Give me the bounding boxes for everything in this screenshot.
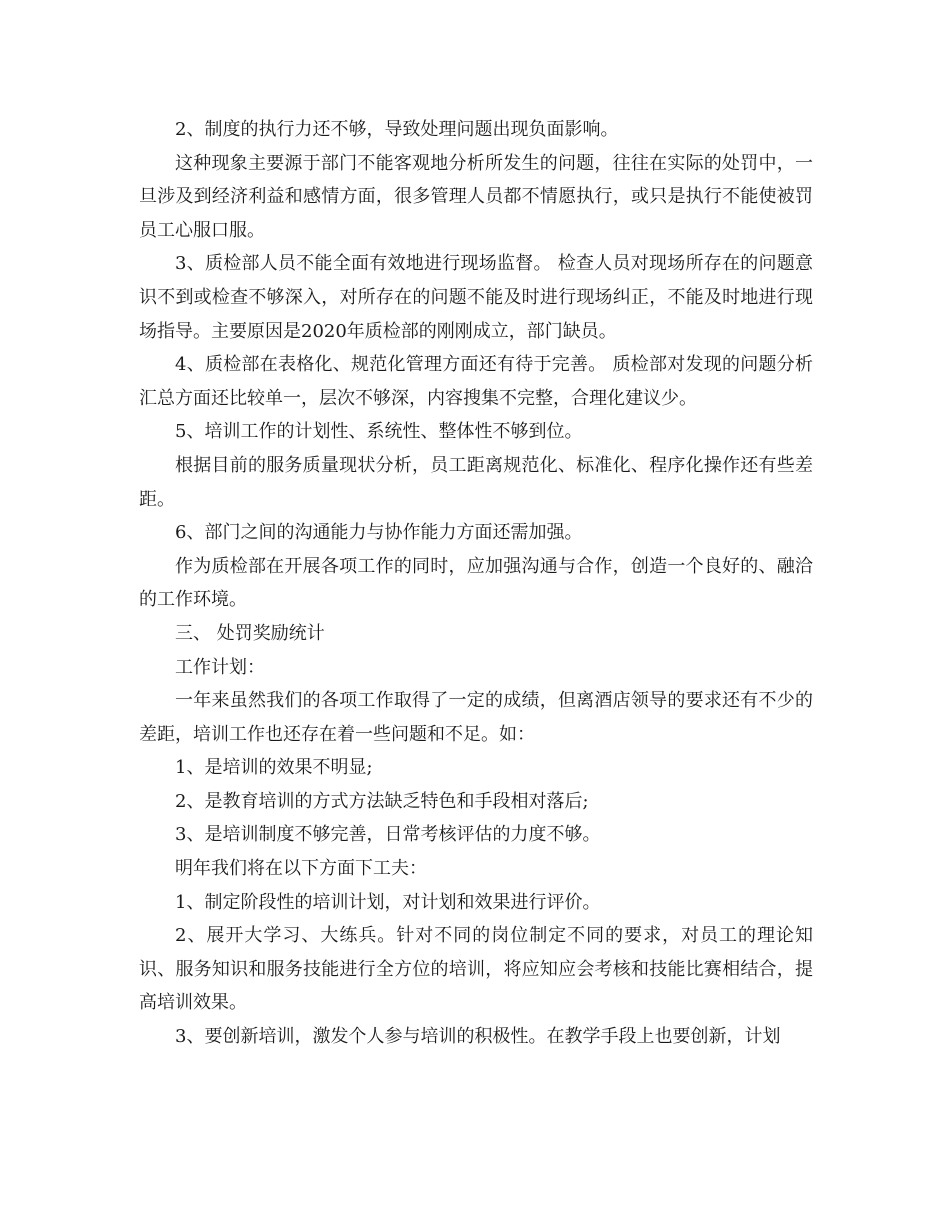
paragraph: 5、培训工作的计划性、系统性、整体性不够到位。 — [175, 421, 583, 443]
paragraph: 6、部门之间的沟通能力与协作能力方面还需加强。 — [175, 522, 583, 544]
list-item: 2、是教育培训的方式方法缺乏特色和手段相对落后; — [175, 790, 589, 812]
paragraph: 4、质检部在表格化、规范化管理方面还有待于完善。 质检部对发现的问题分析汇总方面还比较单一，层次不够深，内容搜集不完整，合理化建议少。 — [139, 354, 813, 409]
paragraph: 作为质检部在开展各项工作的同时，应加强沟通与合作，创造一个良好的、融洽的工作环境。 — [139, 555, 813, 611]
list-item: 1、制定阶段性的培训计划，对计划和效果进行评价。 — [175, 891, 601, 913]
paragraph: 明年我们将在以下方面下工夫： — [175, 858, 427, 880]
paragraph: 这种现象主要源于部门不能客观地分析所发生的问题，往往在实际的处罚中，一旦涉及到经济利益和感情方面，很多管理人员都不情愿执行，或只是执行不能使被罚员工心服口服。 — [139, 152, 813, 241]
list-item: 3、是培训制度不够完善，日常考核评估的力度不够。 — [175, 824, 601, 846]
list-item: 1、是培训的效果不明显; — [175, 757, 373, 779]
list-item: 2、展开大学习、大练兵。针对不同的岗位制定不同的要求，对员工的理论知识、服务知识和服务技能进行全方位的培训，将应知应会考核和技能比赛相结合，提高培训效果。 — [139, 925, 813, 1014]
paragraph: 一年来虽然我们的各项工作取得了一定的成绩，但离酒店领导的要求还有不少的差距，培训工作也还存在着一些问题和不足。如： — [139, 690, 813, 745]
list-item: 3、要创新培训，激发个人参与培训的积极性。在教学手段上也要创新，计划 — [175, 1026, 781, 1048]
document-body — [139, 113, 813, 1054]
paragraph: 根据目前的服务质量现状分析，员工距离规范化、标准化、程序化操作还有些差距。 — [139, 454, 813, 510]
paragraph: 2、制度的执行力还不够，导致处理问题出现负面影响。 — [175, 119, 619, 140]
section-heading: 三、 处罚奖励统计 — [175, 622, 325, 644]
paragraph: 3、质检部人员不能全面有效地进行现场监督。 检查人员对现场所存在的问题意识不到或检查不够深入，对所存在的问题不能及时进行现场纠正，不能及时地进行现场指导。主要原因是2020年质检部的刚刚成立，部门缺员。 — [139, 253, 813, 342]
subheading: 工作计划： — [175, 656, 265, 678]
